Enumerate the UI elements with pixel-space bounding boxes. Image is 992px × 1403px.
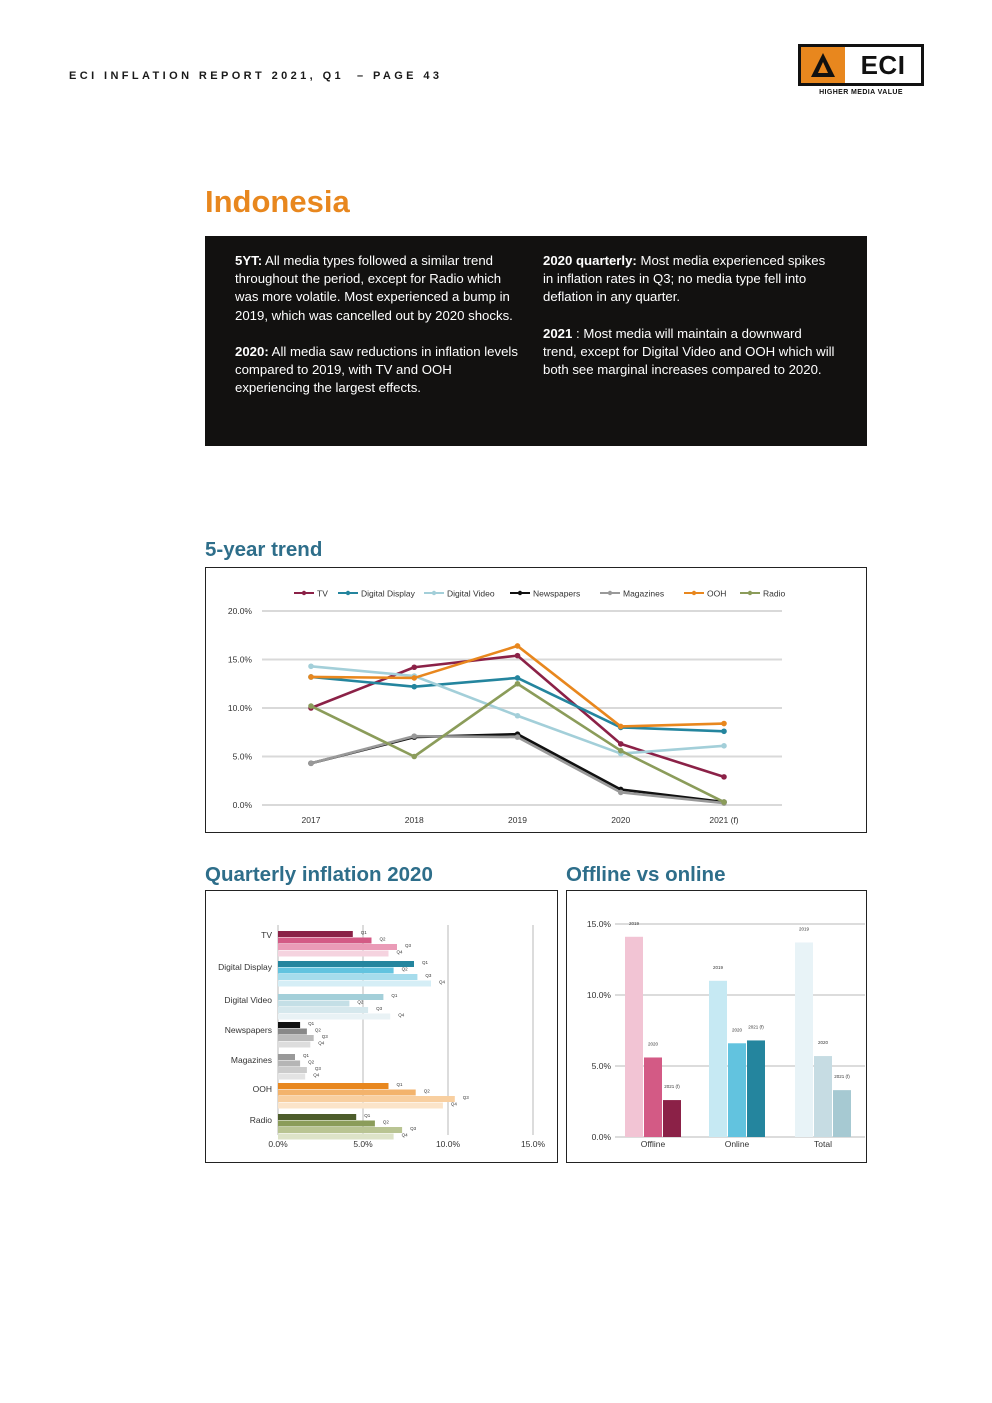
trend-section-title: 5-year trend bbox=[205, 538, 323, 561]
bar-label: Q1 bbox=[303, 1053, 310, 1058]
bar-radio-q1 bbox=[278, 1114, 356, 1120]
summary-2020: 2020: All media saw reductions in inflation levels compared to 2019, with TV and OOH experiencing the largest effects. bbox=[235, 343, 518, 396]
point-radio bbox=[515, 681, 521, 687]
bar-newspapers-q4 bbox=[278, 1042, 310, 1048]
logo-word: ECI bbox=[845, 47, 921, 83]
x-tick-label: 5.0% bbox=[353, 1139, 373, 1149]
bar-magazines-q2 bbox=[278, 1061, 300, 1067]
category-label: Total bbox=[814, 1139, 832, 1149]
legend-label: TV bbox=[317, 588, 328, 599]
bar-digital-display-q1 bbox=[278, 961, 414, 967]
bar-label: Q1 bbox=[360, 930, 367, 935]
bar-label: Q1 bbox=[391, 993, 398, 998]
bar-label: 2021 (f) bbox=[664, 1084, 680, 1090]
bar-label: Q1 bbox=[396, 1082, 403, 1087]
bar-ooh-q4 bbox=[278, 1103, 443, 1109]
y-tick-label: 10.0% bbox=[227, 703, 252, 713]
bar-tv-q4 bbox=[278, 951, 389, 957]
category-label: OOH bbox=[252, 1084, 272, 1094]
bar-label: 2019 bbox=[628, 920, 640, 926]
x-tick-label: 2020 bbox=[611, 815, 631, 825]
bar-magazines-q1 bbox=[278, 1054, 295, 1060]
x-tick-label: 0.0% bbox=[268, 1139, 288, 1149]
legend-item-digital-video bbox=[424, 589, 495, 599]
bar-label: Q4 bbox=[396, 949, 403, 955]
y-tick-label: 5.0% bbox=[591, 1061, 611, 1071]
bar-label: Q4 bbox=[439, 979, 446, 985]
bar-label: Q2 bbox=[423, 1088, 430, 1094]
point-tv bbox=[411, 664, 417, 670]
bar-radio-q4 bbox=[278, 1134, 394, 1140]
point-ooh bbox=[411, 675, 417, 681]
y-tick-label: 15.0% bbox=[227, 654, 252, 665]
offline-online-section-title: Offline vs online bbox=[566, 863, 726, 886]
point-magazines bbox=[411, 733, 417, 739]
quarterly-section-title: Quarterly inflation 2020 bbox=[205, 863, 433, 886]
bar-label: Q3 bbox=[462, 1095, 469, 1100]
x-tick-label: 2017 bbox=[301, 815, 321, 825]
category-label: Magazines bbox=[230, 1055, 272, 1065]
legend-item-tv bbox=[294, 589, 328, 599]
bar-digital-video-q4 bbox=[278, 1014, 390, 1020]
report-header bbox=[69, 70, 442, 82]
series-line-radio bbox=[311, 684, 724, 802]
legend-marker bbox=[518, 591, 522, 595]
point-digital-display bbox=[721, 728, 727, 734]
legend-item-radio bbox=[740, 589, 785, 599]
bar-label: 2020 bbox=[731, 1027, 743, 1033]
bar-label: Q3 bbox=[376, 1006, 383, 1011]
bar-label: Q3 bbox=[405, 943, 412, 948]
y-tick-label: 5.0% bbox=[232, 751, 252, 762]
summary-box bbox=[205, 236, 867, 446]
bar-label: Q1 bbox=[364, 1113, 371, 1118]
bar-label: Q2 bbox=[382, 1119, 389, 1125]
legend-label: Digital Display bbox=[361, 588, 415, 599]
point-ooh bbox=[515, 643, 521, 649]
bar-digital-video-q3 bbox=[278, 1007, 368, 1013]
bar-magazines-q4 bbox=[278, 1074, 305, 1080]
bar-digital-video-q2 bbox=[278, 1001, 349, 1007]
bar-online-2019 bbox=[709, 981, 727, 1137]
bar-newspapers-q1 bbox=[278, 1022, 300, 1028]
bar-tv-q1 bbox=[278, 931, 353, 937]
page-number: – PAGE 43 bbox=[356, 70, 443, 82]
series-line-magazines bbox=[311, 736, 724, 803]
legend-label: Radio bbox=[763, 588, 786, 599]
point-ooh bbox=[618, 724, 624, 730]
category-label: Online bbox=[724, 1139, 750, 1149]
point-radio bbox=[411, 754, 417, 760]
bar-online-2020 bbox=[728, 1043, 746, 1137]
bar-radio-q2 bbox=[278, 1121, 375, 1127]
bar-offline-2020 bbox=[644, 1057, 662, 1137]
point-radio bbox=[721, 799, 727, 805]
legend-marker bbox=[302, 591, 306, 595]
bar-offline-2019 bbox=[625, 937, 643, 1137]
category-label: Radio bbox=[249, 1115, 272, 1125]
point-radio bbox=[618, 748, 624, 754]
bar-label: 2021 (f) bbox=[834, 1074, 850, 1080]
logo-triangle-icon bbox=[801, 47, 845, 83]
bar-label: Q1 bbox=[422, 960, 429, 965]
bar-online-2021-f bbox=[747, 1040, 765, 1137]
bar-label: Q4 bbox=[398, 1012, 405, 1018]
legend-item-digital-display bbox=[338, 589, 416, 599]
legend-item-magazines bbox=[600, 589, 664, 599]
quarterly-bar-chart bbox=[206, 891, 557, 1162]
y-tick-label: 0.0% bbox=[591, 1132, 611, 1142]
summary-quarterly: 2020 quarterly: Most media experienced spikes in inflation rates in Q3; no media type fell into deflation in any quarter. bbox=[543, 253, 826, 305]
point-digital-display bbox=[515, 675, 521, 681]
legend-marker bbox=[692, 591, 696, 595]
legend-marker bbox=[432, 591, 436, 595]
point-magazines bbox=[618, 790, 624, 796]
bar-label: Q2 bbox=[314, 1027, 321, 1033]
series-line-newspapers bbox=[311, 734, 724, 802]
bar-label: 2019 bbox=[712, 964, 724, 970]
bar-label: Q3 bbox=[314, 1066, 321, 1071]
bar-digital-display-q2 bbox=[278, 968, 394, 974]
legend-label: Newspapers bbox=[533, 588, 581, 599]
legend-marker bbox=[608, 591, 612, 595]
bar-label: 2019 bbox=[798, 926, 810, 932]
x-tick-label: 15.0% bbox=[520, 1139, 546, 1149]
point-digital-video bbox=[308, 663, 314, 669]
legend-label: OOH bbox=[707, 588, 727, 599]
bar-ooh-q2 bbox=[278, 1090, 416, 1096]
x-tick-label: 2018 bbox=[404, 815, 424, 825]
point-digital-display bbox=[411, 684, 417, 690]
summary-5yt: 5YT: All media types followed a similar trend throughout the period, except for Radio which was more volatile. Most experienced a bump in 2019, which was cancelled out by 2020 shocks. bbox=[235, 253, 513, 323]
bar-label: 2020 bbox=[817, 1040, 829, 1046]
bar-label: Q3 bbox=[425, 973, 432, 978]
point-magazines bbox=[515, 734, 521, 740]
category-label: Offline bbox=[640, 1139, 666, 1149]
bar-total-2021-f bbox=[833, 1090, 851, 1137]
category-label: TV bbox=[261, 930, 272, 940]
bar-label: Q2 bbox=[357, 999, 364, 1005]
bar-digital-video-q1 bbox=[278, 994, 383, 1000]
bar-label: Q2 bbox=[401, 966, 408, 972]
bar-label: Q2 bbox=[379, 936, 386, 942]
bar-label: Q4 bbox=[313, 1072, 320, 1078]
trend-chart-frame bbox=[205, 567, 867, 833]
bar-total-2019 bbox=[795, 942, 813, 1137]
bar-label: Q3 bbox=[321, 1034, 328, 1039]
legend-item-newspapers bbox=[510, 589, 580, 599]
y-tick-label: 0.0% bbox=[232, 800, 252, 810]
x-tick-label: 10.0% bbox=[435, 1139, 461, 1149]
bar-label: Q4 bbox=[318, 1040, 325, 1046]
bar-ooh-q3 bbox=[278, 1096, 455, 1102]
point-ooh bbox=[308, 674, 314, 680]
bar-label: 2020 bbox=[647, 1041, 659, 1047]
bar-total-2020 bbox=[814, 1056, 832, 1137]
bar-tv-q3 bbox=[278, 944, 397, 950]
bar-label: Q4 bbox=[401, 1132, 408, 1138]
y-tick-label: 10.0% bbox=[586, 990, 611, 1000]
quarterly-chart-frame bbox=[205, 890, 558, 1163]
offline-online-bar-chart bbox=[567, 891, 866, 1162]
category-label: Digital Display bbox=[218, 962, 272, 972]
eci-logo bbox=[798, 44, 924, 96]
category-label: Digital Video bbox=[224, 995, 272, 1005]
legend-item-ooh bbox=[684, 589, 726, 599]
x-tick-label: 2021 (f) bbox=[709, 815, 739, 825]
legend-marker bbox=[346, 591, 350, 595]
bar-label: Q2 bbox=[308, 1059, 315, 1065]
bar-digital-display-q4 bbox=[278, 981, 431, 987]
summary-right-column bbox=[543, 252, 835, 397]
y-tick-label: 20.0% bbox=[227, 606, 252, 616]
summary-left-column bbox=[235, 252, 527, 415]
logo-tagline: HIGHER MEDIA VALUE bbox=[819, 89, 903, 96]
point-tv bbox=[618, 741, 624, 747]
point-digital-video bbox=[721, 743, 727, 749]
report-title: ECI INFLATION REPORT 2021, Q1 bbox=[69, 70, 345, 82]
offline-online-chart-frame bbox=[566, 890, 867, 1163]
trend-line-chart bbox=[206, 568, 866, 832]
legend-marker bbox=[748, 591, 752, 595]
point-magazines bbox=[308, 760, 314, 766]
bar-ooh-q1 bbox=[278, 1083, 389, 1089]
bar-digital-display-q3 bbox=[278, 974, 417, 980]
x-tick-label: 2019 bbox=[508, 815, 527, 825]
bar-offline-2021-f bbox=[663, 1100, 681, 1137]
bar-newspapers-q2 bbox=[278, 1029, 307, 1035]
point-ooh bbox=[721, 721, 727, 727]
bar-radio-q3 bbox=[278, 1127, 402, 1133]
y-tick-label: 15.0% bbox=[586, 919, 611, 929]
bar-label: Q4 bbox=[450, 1101, 457, 1107]
point-digital-video bbox=[515, 713, 521, 719]
bar-label: 2021 (f) bbox=[748, 1024, 764, 1030]
bar-tv-q2 bbox=[278, 938, 372, 944]
point-tv bbox=[721, 774, 727, 780]
category-label: Newspapers bbox=[224, 1025, 272, 1035]
page-title: Indonesia bbox=[205, 184, 350, 219]
summary-2021: 2021 : Most media will maintain a downward trend, except for Digital Video and OOH which will both see marginal increases compared to 2020. bbox=[543, 325, 835, 378]
point-radio bbox=[308, 703, 314, 709]
bar-magazines-q3 bbox=[278, 1067, 307, 1073]
legend-label: Magazines bbox=[623, 588, 665, 599]
bar-label: Q3 bbox=[410, 1126, 417, 1131]
legend-label: Digital Video bbox=[447, 588, 495, 599]
bar-label: Q1 bbox=[308, 1021, 315, 1026]
point-tv bbox=[515, 653, 521, 659]
bar-newspapers-q3 bbox=[278, 1035, 314, 1041]
